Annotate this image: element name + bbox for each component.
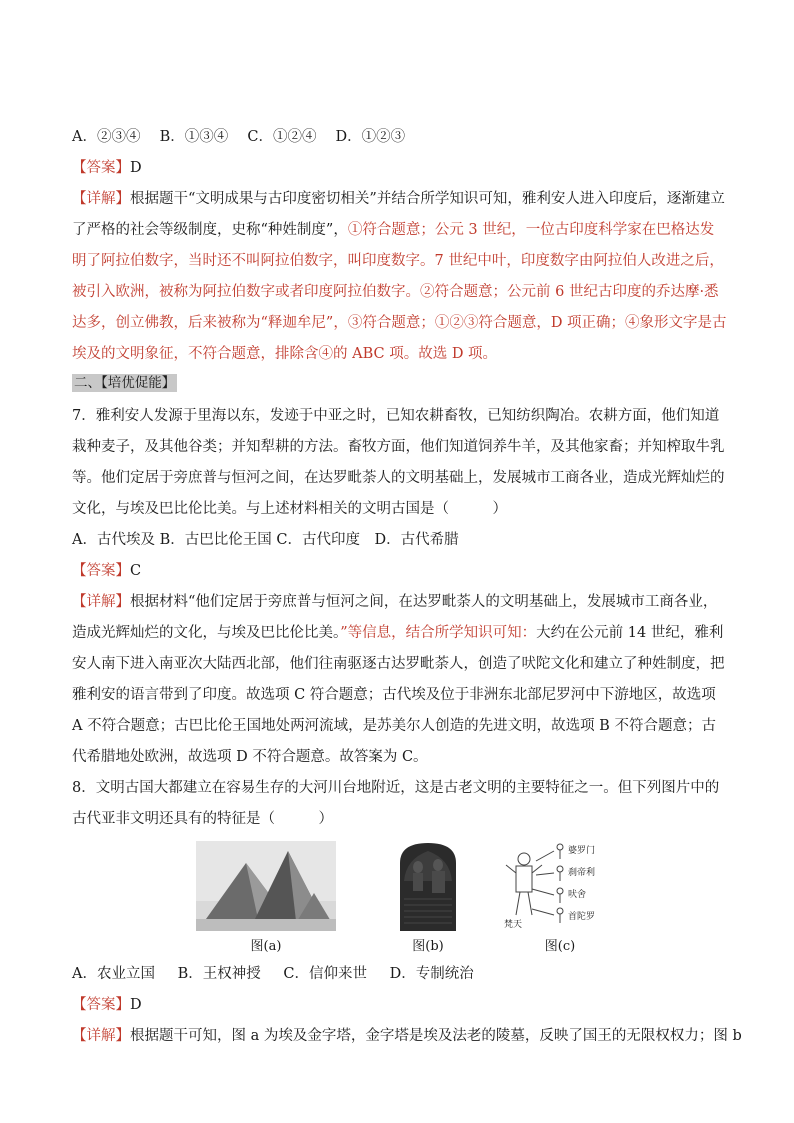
q8-figures [72, 841, 728, 959]
q7-options: A．古代埃及 B．古巴比伦王国 C．古代印度 D．古代希腊 [72, 532, 459, 548]
option-b: B．王权神授 [177, 966, 261, 982]
pyramids-image [196, 841, 336, 931]
q7-answer [72, 556, 728, 587]
q7-detail [72, 587, 728, 773]
q6-answer [72, 153, 728, 184]
answer-tag: 【答案】 [72, 997, 130, 1013]
figure-c-caption: 图(c) [544, 939, 576, 954]
figure-b-caption: 图(b) [412, 939, 444, 954]
answer-tag: 【答案】 [72, 563, 130, 579]
caste-label: 刹帝利 [568, 868, 596, 878]
figure-a [196, 841, 336, 954]
option-d: D．专制统治 [389, 966, 474, 982]
stele-image [388, 841, 468, 931]
caste-label: 吠舍 [568, 890, 587, 900]
detail-tag: 【详解】 [72, 594, 130, 610]
detail-text: 根据题干可知，图 a 为埃及金字塔，金字塔是埃及法老的陵墓，反映了国王的无限权权力；图 b [130, 1028, 742, 1044]
answer-value: D [130, 997, 142, 1013]
document-page [72, 122, 742, 1052]
q8-stem: 8．文明古国大都建立在容易生存的大河川台地附近，这是古老文明的主要特征之一。但下列图片中的古代亚非文明还具有的特征是（ ） [72, 780, 720, 827]
detail-tag: 【详解】 [72, 1028, 130, 1044]
answer-value: C [130, 563, 142, 579]
caste-diagram [502, 841, 622, 931]
detail-tag: 【详解】 [72, 191, 130, 207]
q8-detail [72, 1021, 742, 1052]
section-header-row [72, 370, 728, 401]
answer-value: D [130, 160, 142, 176]
figure-c [502, 841, 622, 954]
detail-text-red: ①符合题意；公元 3 世纪，一位古印度科学家在巴格达发明了阿拉伯数字，当时还不叫阿拉伯数字，叫印度数字。7 世纪中叶，印度数字由阿拉伯人改进之后，被引入欧洲，被称为阿拉伯数字或者印度阿拉伯数字。②符合题意；公元前 6 世纪古印度的乔达摩·悉达多，创立佛教，后来被称为“释迦牟尼”，③符合题意；①②③符合题意，D 项正确；④象形文字是古埃及的文明象征，不符合题意，排除含④的 ABC 项。故选 D 项。 [72, 222, 727, 362]
detail-text-red: ”等信息，结合所学知识可知： [340, 625, 537, 641]
q8-answer [72, 990, 728, 1021]
detail-text: 根据材料“他们定居于旁庶普与恒河之间，在达罗毗荼人的文明基础上，发展城市工商各业，造成光辉灿烂的文化，与埃及巴比伦比美。 [72, 594, 718, 641]
figure-a-caption: 图(a) [250, 939, 282, 954]
section-header: 二、【培优促能】 [74, 375, 176, 391]
figure-b [388, 841, 468, 954]
caste-label: 首陀罗 [568, 912, 596, 922]
q7-stem: 7．雅利安人发源于里海以东，发迹于中亚之时，已知农耕畜牧，已知纺织陶冶。农耕方面，他们知道栽种麦子，及其他谷类；并知犁耕的方法。畜牧方面，他们知道饲养牛羊，及其他家畜；并知榨取牛乳等。他们定居于旁庶普与恒河之间，在达罗毗荼人的文明基础上，发展城市工商各业，造成光辉灿烂的文化，与埃及巴比伦比美。与上述材料相关的文明古国是（ ） [72, 408, 725, 517]
detail-text: 根据题干“文明成果与古印度密切相关”并结合所学知识可知，雅利安人进入印度后，逐渐建立了严格的社会等级制度，史称“种姓制度”， [72, 191, 725, 238]
q6-options: A．②③④ B．①③④ C．①②④ D．①②③ [72, 129, 406, 145]
q8-options [72, 959, 728, 990]
brahma-label: 梵天 [504, 920, 523, 930]
option-a: A．农业立国 [72, 966, 155, 982]
caste-label: 婆罗门 [568, 846, 596, 856]
detail-text-rest: 大约在公元前 14 世纪，雅利安人南下进入南亚次大陆西北部，他们往南驱逐古达罗毗荼人，创造了吠陀文化和建立了种姓制度，把雅利安的语言带到了印度。故选项 C 符合题意；古代埃及位于非洲东北部尼罗河中下游地区，故选项 A 不符合题意；古巴比伦王国地处两河流域，是苏美尔人创造的先进文明，故选项 B 不符合题意；古代希腊地处欧洲，故选项 D 不符合题意。故答案为 C。 [72, 625, 725, 765]
option-c: C．信仰来世 [283, 966, 367, 982]
answer-tag: 【答案】 [72, 160, 130, 176]
q6-detail [72, 184, 728, 370]
